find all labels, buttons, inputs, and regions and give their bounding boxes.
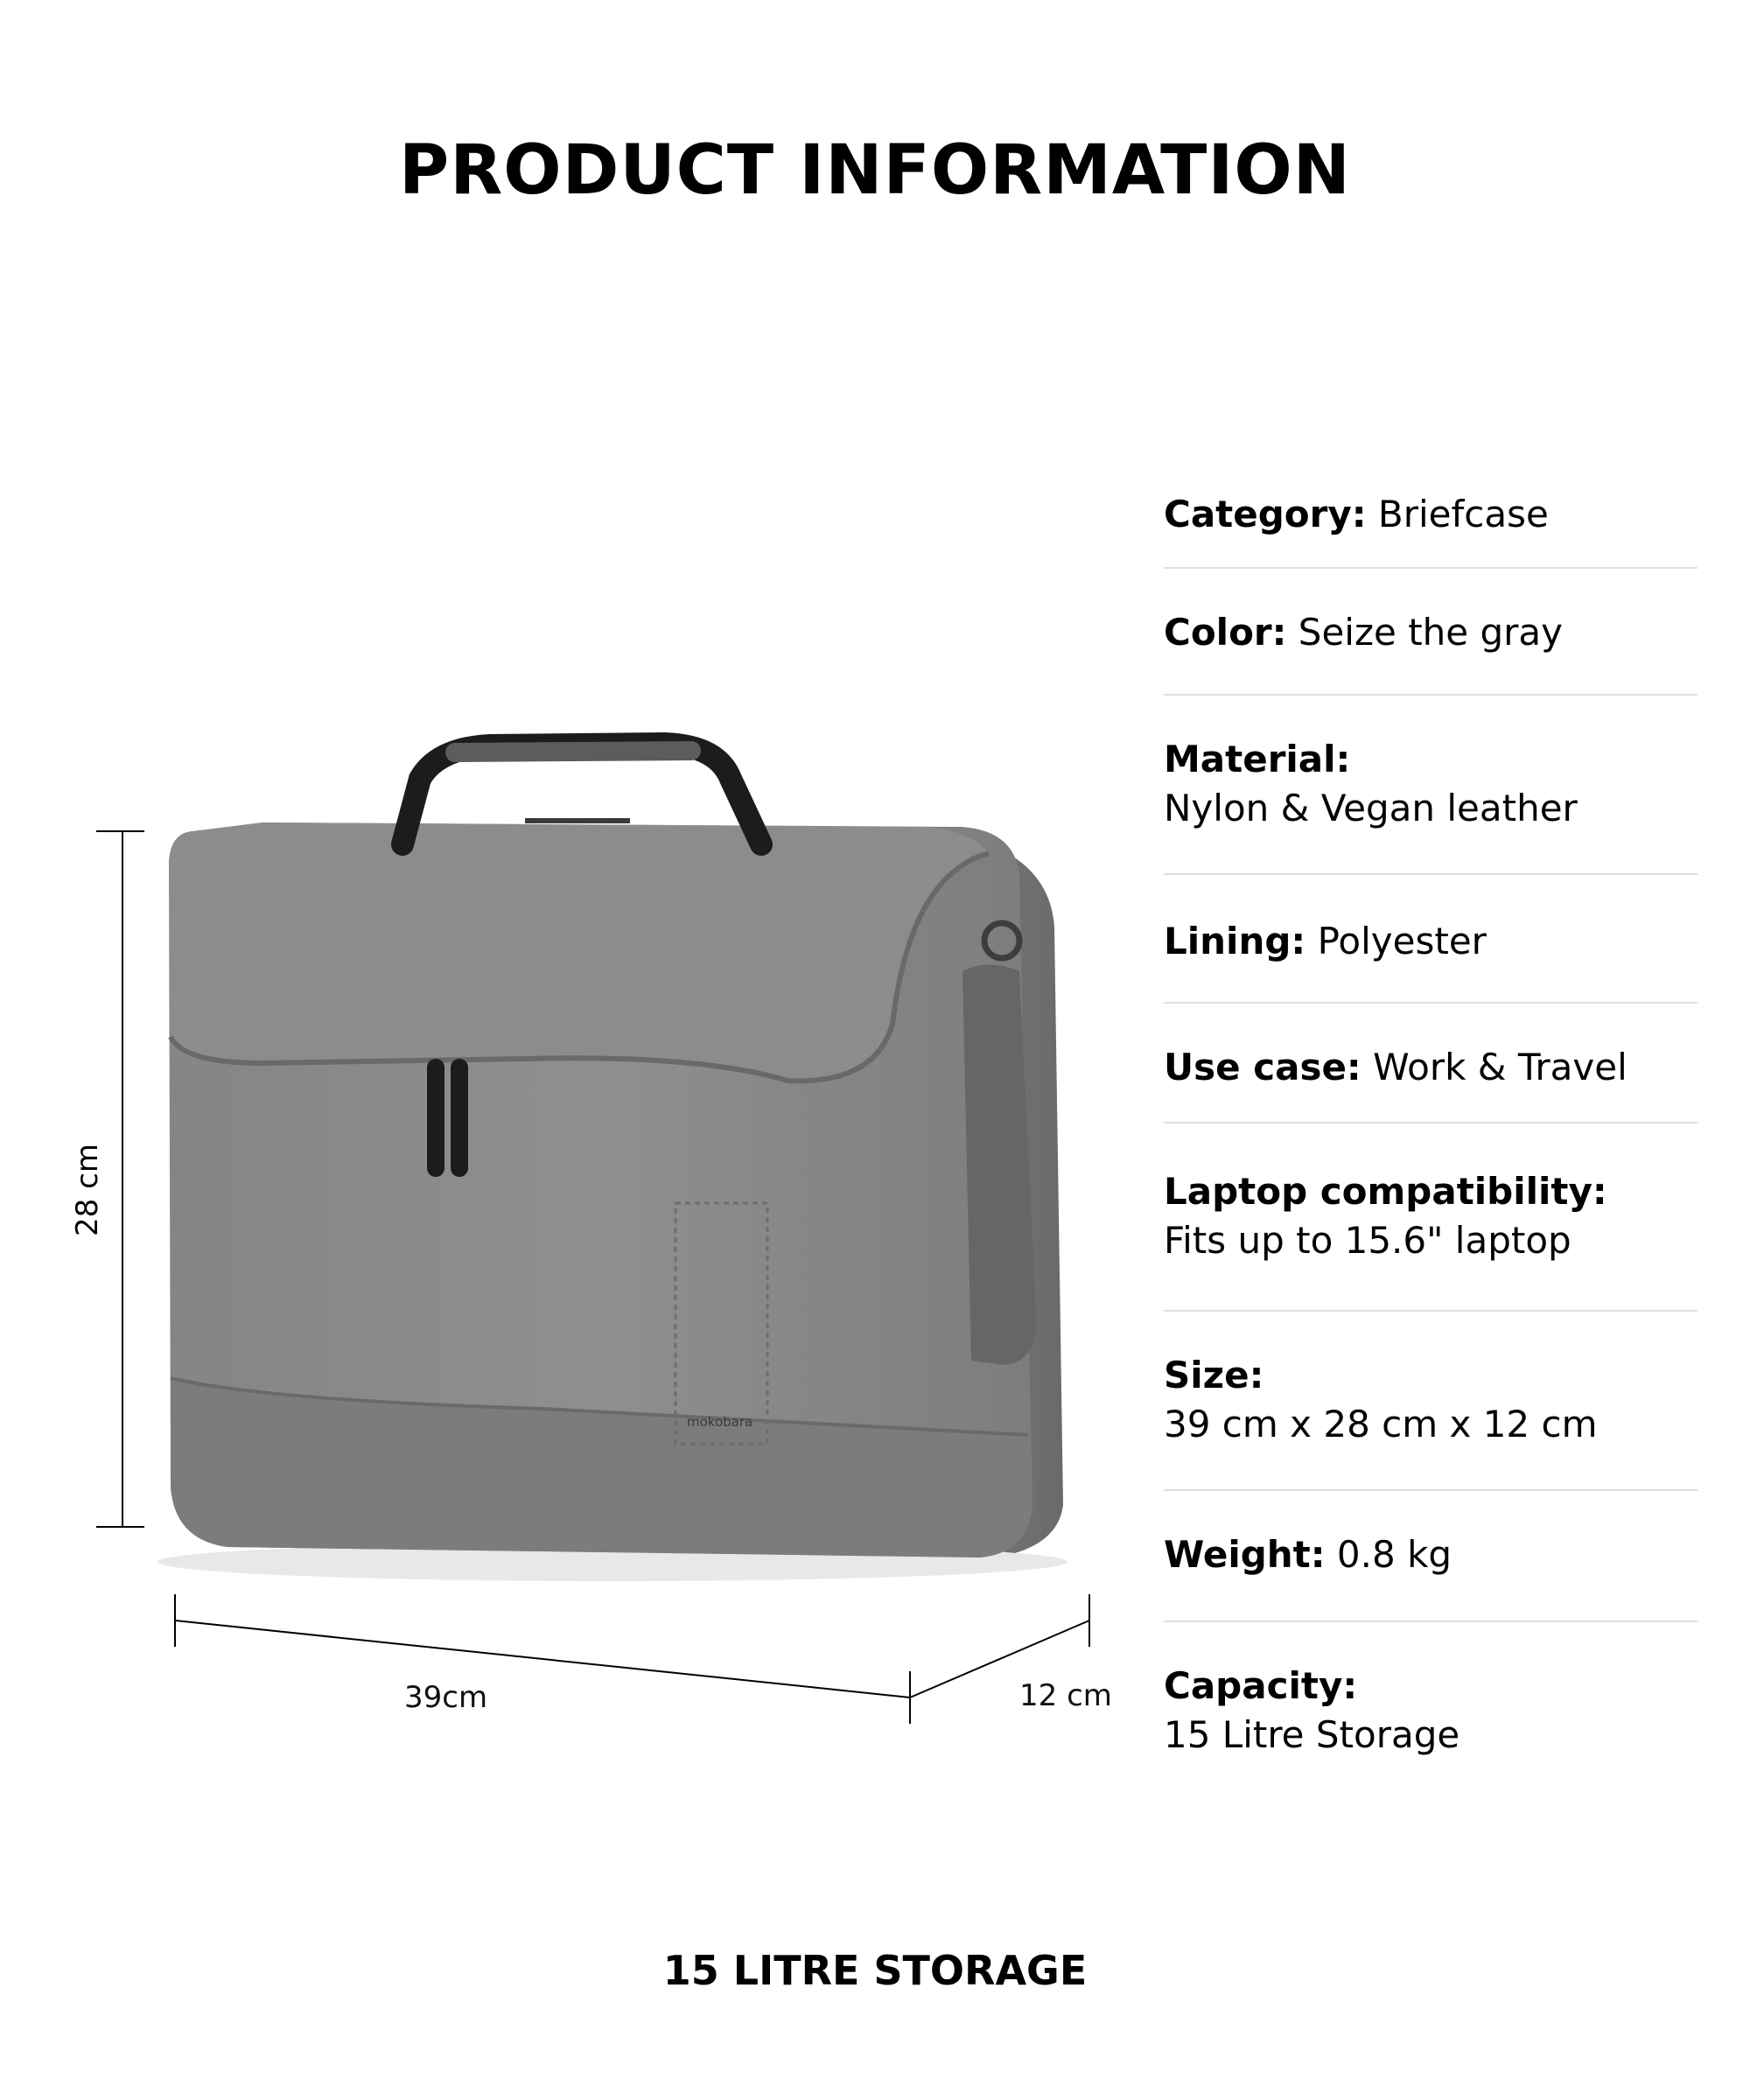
spec-label: Lining: [1164, 920, 1306, 962]
spec-category [1164, 477, 1698, 569]
spec-value: 0.8 kg [1336, 1533, 1452, 1576]
width-dimension-label: 39cm [404, 1680, 488, 1715]
depth-dimension-label: 12 cm [1019, 1678, 1112, 1713]
spec-list [1164, 477, 1698, 1762]
spec-label: Laptop compatibility: [1164, 1170, 1607, 1213]
spec-label: Capacity: [1164, 1664, 1358, 1707]
spec-lining [1164, 875, 1698, 1004]
spec-value: Work & Travel [1373, 1046, 1628, 1088]
spec-value: Polyester [1317, 920, 1487, 962]
page-title: PRODUCT INFORMATION [399, 131, 1351, 210]
spec-label: Category: [1164, 493, 1367, 536]
spec-use-case [1164, 1004, 1698, 1124]
storage-heading: 15 LITRE STORAGE [662, 1947, 1088, 1994]
spec-value: Fits up to 15.6" laptop [1164, 1219, 1572, 1262]
spec-label: Color: [1164, 611, 1287, 654]
spec-value: Briefcase [1377, 493, 1549, 536]
height-dimension-label: 28 cm [70, 1144, 105, 1236]
spec-label: Weight: [1164, 1533, 1326, 1576]
spec-size [1164, 1312, 1698, 1491]
spec-material [1164, 696, 1698, 875]
spec-value: 15 Litre Storage [1164, 1713, 1460, 1756]
spec-capacity [1164, 1622, 1698, 1762]
spec-value: Seize the gray [1298, 611, 1563, 654]
spec-weight [1164, 1491, 1698, 1622]
spec-value: Nylon & Vegan leather [1164, 787, 1578, 830]
spec-label: Material: [1164, 738, 1351, 780]
spec-label: Use case: [1164, 1046, 1362, 1088]
brand-label: mokobara [687, 1414, 753, 1430]
spec-color [1164, 569, 1698, 696]
spec-label: Size: [1164, 1354, 1264, 1396]
spec-value: 39 cm x 28 cm x 12 cm [1164, 1403, 1598, 1446]
spec-laptop-compatibility [1164, 1124, 1698, 1312]
